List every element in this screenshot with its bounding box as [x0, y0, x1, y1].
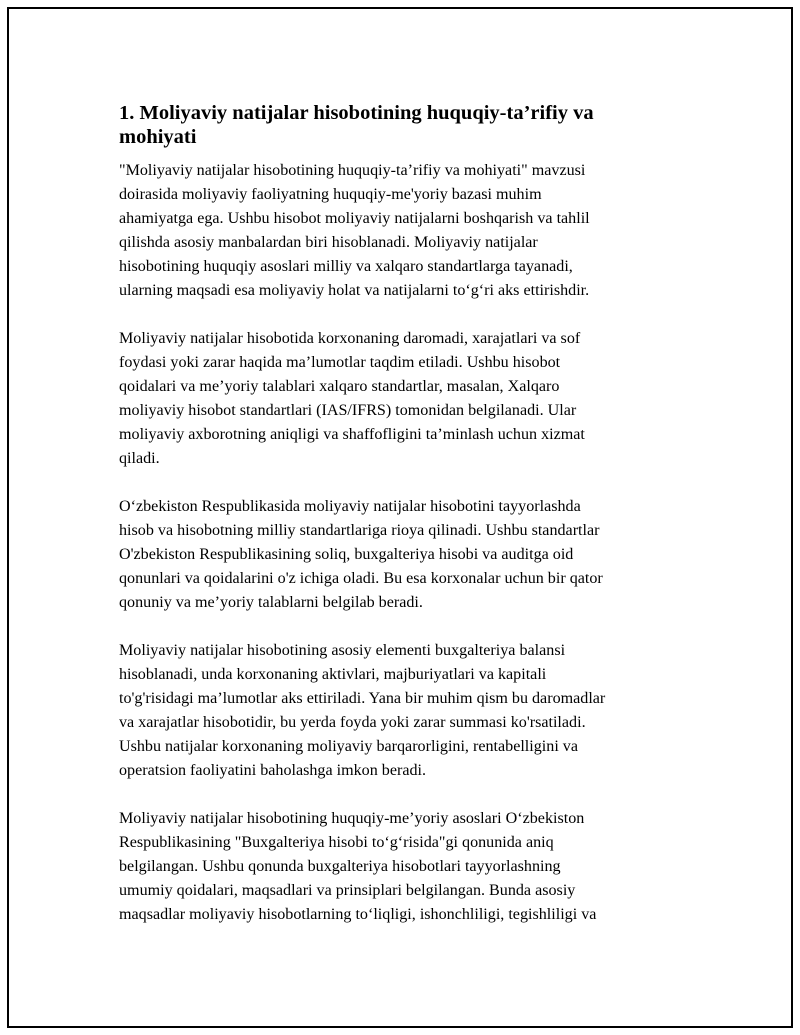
text-line: ularning maqsadi esa moliyaviy holat va natijalarni to‘g‘ri aks ettirishdir. [119, 282, 590, 299]
text-line: qilishda asosiy manbalardan biri hisoblanadi. Moliyaviy natijalar [119, 234, 538, 251]
text-line: maqsadlar moliyaviy hisobotlarning to‘liqligi, ishonchliligi, tegishliligi va [119, 906, 597, 923]
text-line: doirasida moliyaviy faoliyatning huquqiy-me'yoriy bazasi muhim [119, 186, 542, 203]
text-line: belgilangan. Ushbu qonunda buxgalteriya hisobotlari tayyorlashning [119, 858, 561, 875]
text-line: hisobotining huquqiy asoslari milliy va xalqaro standartlarga tayanadi, [119, 258, 573, 275]
text-line: Ushbu natijalar korxonaning moliyaviy barqarorligini, rentabelligini va [119, 738, 579, 755]
text-line: hisob va hisobotning milliy standartlariga rioya qilinadi. Ushbu standartlar [119, 522, 600, 539]
text-line: to'g'risidagi ma’lumotlar aks ettiriladi. Yana bir muhim qism bu daromadlar [119, 690, 606, 707]
text-line: operatsion faoliyatini baholashga imkon beradi. [119, 762, 427, 779]
text-line: moliyaviy axborotning aniqligi va shaffofligini ta’minlash uchun xizmat [119, 426, 585, 443]
text-line: moliyaviy hisobot standartlari (IAS/IFRS) tomonidan belgilanadi. Ular [119, 402, 577, 419]
text-line: qonuniy va me’yoriy talablarni belgilab beradi. [119, 594, 423, 611]
section-heading [119, 101, 679, 149]
text-line: O‘zbekiston Respublikasida moliyaviy natijalar hisobotini tayyorlashda [119, 498, 581, 515]
heading-line: 1. Moliyaviy natijalar hisobotining huquqiy-ta’rifiy va [119, 102, 594, 124]
text-line: O'zbekiston Respublikasining soliq, buxgalteriya hisobi va auditga oid [119, 546, 574, 563]
text-line: va xarajatlar hisobotidir, bu yerda foyda yoki zarar summasi ko'rsatiladi. [119, 714, 586, 731]
text-line: ahamiyatga ega. Ushbu hisobot moliyaviy natijalarni boshqarish va tahlil [119, 210, 590, 227]
text-line: umumiy qoidalari, maqsadlari va prinsiplari belgilangan. Bunda asosiy [119, 882, 576, 899]
text-line: Moliyaviy natijalar hisobotida korxonaning daromadi, xarajatlari va sof [119, 330, 581, 347]
document-body [119, 101, 679, 951]
text-line: Moliyaviy natijalar hisobotining asosiy elementi buxgalteriya balansi [119, 642, 566, 659]
text-line: qiladi. [119, 450, 160, 467]
text-line: Moliyaviy natijalar hisobotining huquqiy-me’yoriy asoslari O‘zbekiston [119, 810, 585, 827]
text-line: foydasi yoki zarar haqida ma’lumotlar taqdim etiladi. Ushbu hisobot [119, 354, 561, 371]
text-line: Respublikasining "Buxgalteriya hisobi to‘g‘risida"gi qonunida aniq [119, 834, 554, 851]
text-line: "Moliyaviy natijalar hisobotining huquqiy-ta’rifiy va mohiyati" mavzusi [119, 162, 586, 179]
text-line: hisoblanadi, unda korxonaning aktivlari, majburiyatlari va kapitali [119, 666, 547, 683]
paragraph-accounting-law [119, 807, 679, 927]
paragraph-legal-basis [119, 159, 679, 303]
paragraph-income-statement [119, 327, 679, 471]
paragraph-balance-sheet [119, 639, 679, 783]
text-line: qonunlari va qoidalarini o'z ichiga oladi. Bu esa korxonalar uchun bir qator [119, 570, 603, 587]
page-frame [7, 7, 793, 1028]
heading-line: mohiyati [119, 126, 197, 148]
text-line: qoidalari va me’yoriy talablari xalqaro standartlar, masalan, Xalqaro [119, 378, 560, 395]
paragraph-national-standards [119, 495, 679, 615]
